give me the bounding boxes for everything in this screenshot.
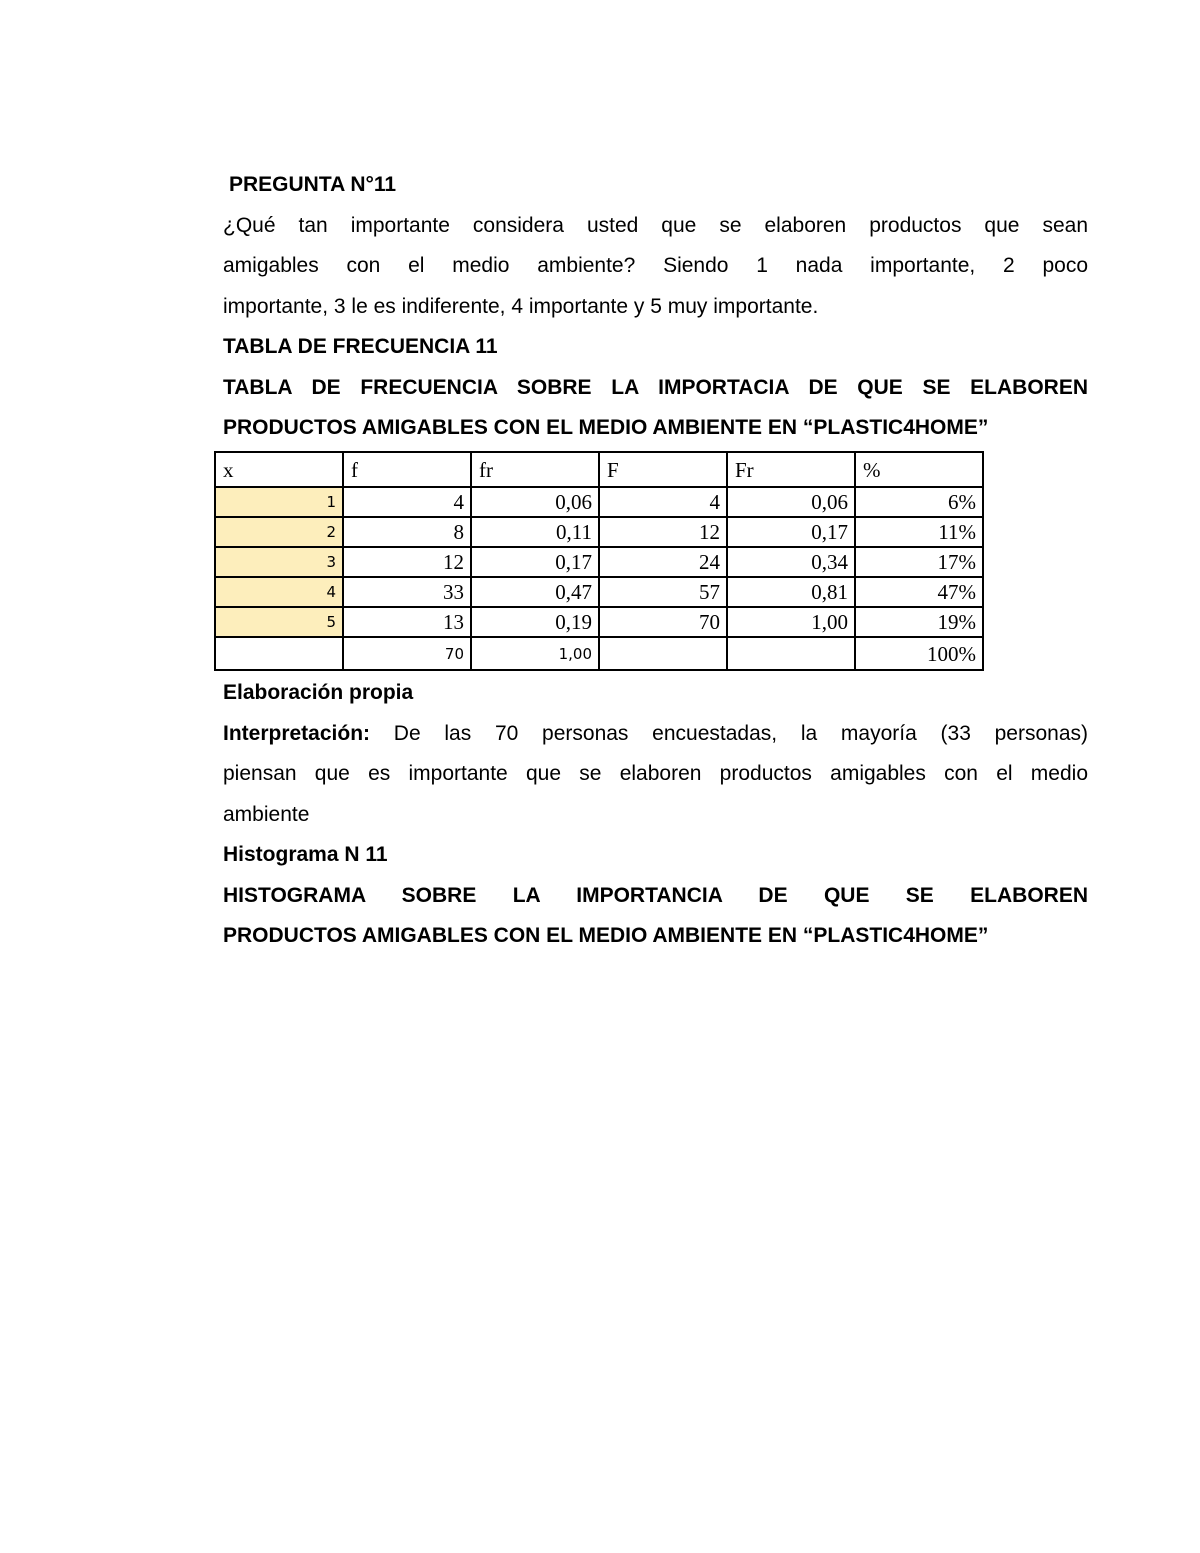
header-cell: F — [599, 452, 727, 487]
interpretation-label: Interpretación: — [223, 721, 371, 745]
table-cell: 0,17 — [471, 547, 599, 577]
histogram-title-line-2: PRODUCTOS AMIGABLES CON EL MEDIO AMBIENTE EN “PLASTIC4HOME” — [223, 924, 989, 947]
table-row — [215, 487, 983, 517]
table-cell: 1,00 — [727, 607, 855, 637]
table-cell: 0,06 — [471, 487, 599, 517]
table-cell: 57 — [599, 577, 727, 607]
table-cell: 47% — [855, 577, 983, 607]
interpretation-line-2: piensan que es importante que se elaboren productos amigables con el medio — [223, 762, 1088, 785]
table-cell: 4 — [343, 487, 471, 517]
interpretation-text-1: De las 70 personas encuestadas, la mayoría (33 personas) — [393, 721, 1088, 745]
interpretation-line-1 — [223, 714, 1088, 755]
table-cell: 8 — [343, 517, 471, 547]
question-line-1: ¿Qué tan importante considera usted que se elaboren productos que sean — [223, 213, 1088, 237]
table-cell: 0,81 — [727, 577, 855, 607]
table-cell: 33 — [343, 577, 471, 607]
table-cell-x: 1 — [215, 487, 343, 517]
table-cell: 0,47 — [471, 577, 599, 607]
table-cell: 0,34 — [727, 547, 855, 577]
table-cell-x: 2 — [215, 517, 343, 547]
analysis-section — [223, 673, 1088, 957]
table-cell: 12 — [343, 547, 471, 577]
table-cell: 0,19 — [471, 607, 599, 637]
question-line-3: importante, 3 le es indiferente, 4 importante y 5 muy importante. — [223, 294, 819, 318]
histogram-title-line-1: HISTOGRAMA SOBRE LA IMPORTANCIA DE QUE SE ELABOREN — [223, 883, 1088, 907]
header-cell: fr — [471, 452, 599, 487]
table-title-line-1: TABLA DE FRECUENCIA SOBRE LA IMPORTACIA DE QUE SE ELABOREN — [223, 375, 1088, 399]
table-cell: 6% — [855, 487, 983, 517]
header-cell: Fr — [727, 452, 855, 487]
table-total-cell: 100% — [855, 637, 983, 670]
table-row — [215, 577, 983, 607]
histogram-label: Histograma N 11 — [223, 843, 388, 866]
header-cell: % — [855, 452, 983, 487]
table-cell: 0,11 — [471, 517, 599, 547]
table-total-cell — [599, 637, 727, 670]
interpretation-line-3: ambiente — [223, 802, 310, 826]
table-cell: 19% — [855, 607, 983, 637]
table-cell: 0,17 — [727, 517, 855, 547]
table-row — [215, 517, 983, 547]
table-total-row — [215, 637, 983, 670]
table-cell: 0,06 — [727, 487, 855, 517]
table-cell: 13 — [343, 607, 471, 637]
frequency-table — [214, 451, 984, 671]
question-line-2: amigables con el medio ambiente? Siendo 1 nada importante, 2 poco — [223, 254, 1088, 277]
table-cell: 70 — [599, 607, 727, 637]
header-cell: x — [215, 452, 343, 487]
header-cell: f — [343, 452, 471, 487]
table-header-row — [215, 452, 983, 487]
table-title-line-2: PRODUCTOS AMIGABLES CON EL MEDIO AMBIENTE EN “PLASTIC4HOME” — [223, 416, 989, 439]
source-label: Elaboración propia — [223, 681, 414, 704]
table-total-cell — [215, 637, 343, 670]
table-cell: 4 — [599, 487, 727, 517]
table-cell: 24 — [599, 547, 727, 577]
table-row — [215, 607, 983, 637]
table-label: TABLA DE FRECUENCIA 11 — [223, 335, 498, 358]
table-cell: 17% — [855, 547, 983, 577]
table-cell: 12 — [599, 517, 727, 547]
question-title: PREGUNTA N°11 — [229, 173, 397, 196]
question-section — [223, 165, 1088, 449]
table-total-cell: 70 — [343, 637, 471, 670]
table-cell-x: 4 — [215, 577, 343, 607]
table-total-cell: 1,00 — [471, 637, 599, 670]
table-cell: 11% — [855, 517, 983, 547]
table-cell-x: 3 — [215, 547, 343, 577]
table-cell-x: 5 — [215, 607, 343, 637]
table-row — [215, 547, 983, 577]
table-total-cell — [727, 637, 855, 670]
